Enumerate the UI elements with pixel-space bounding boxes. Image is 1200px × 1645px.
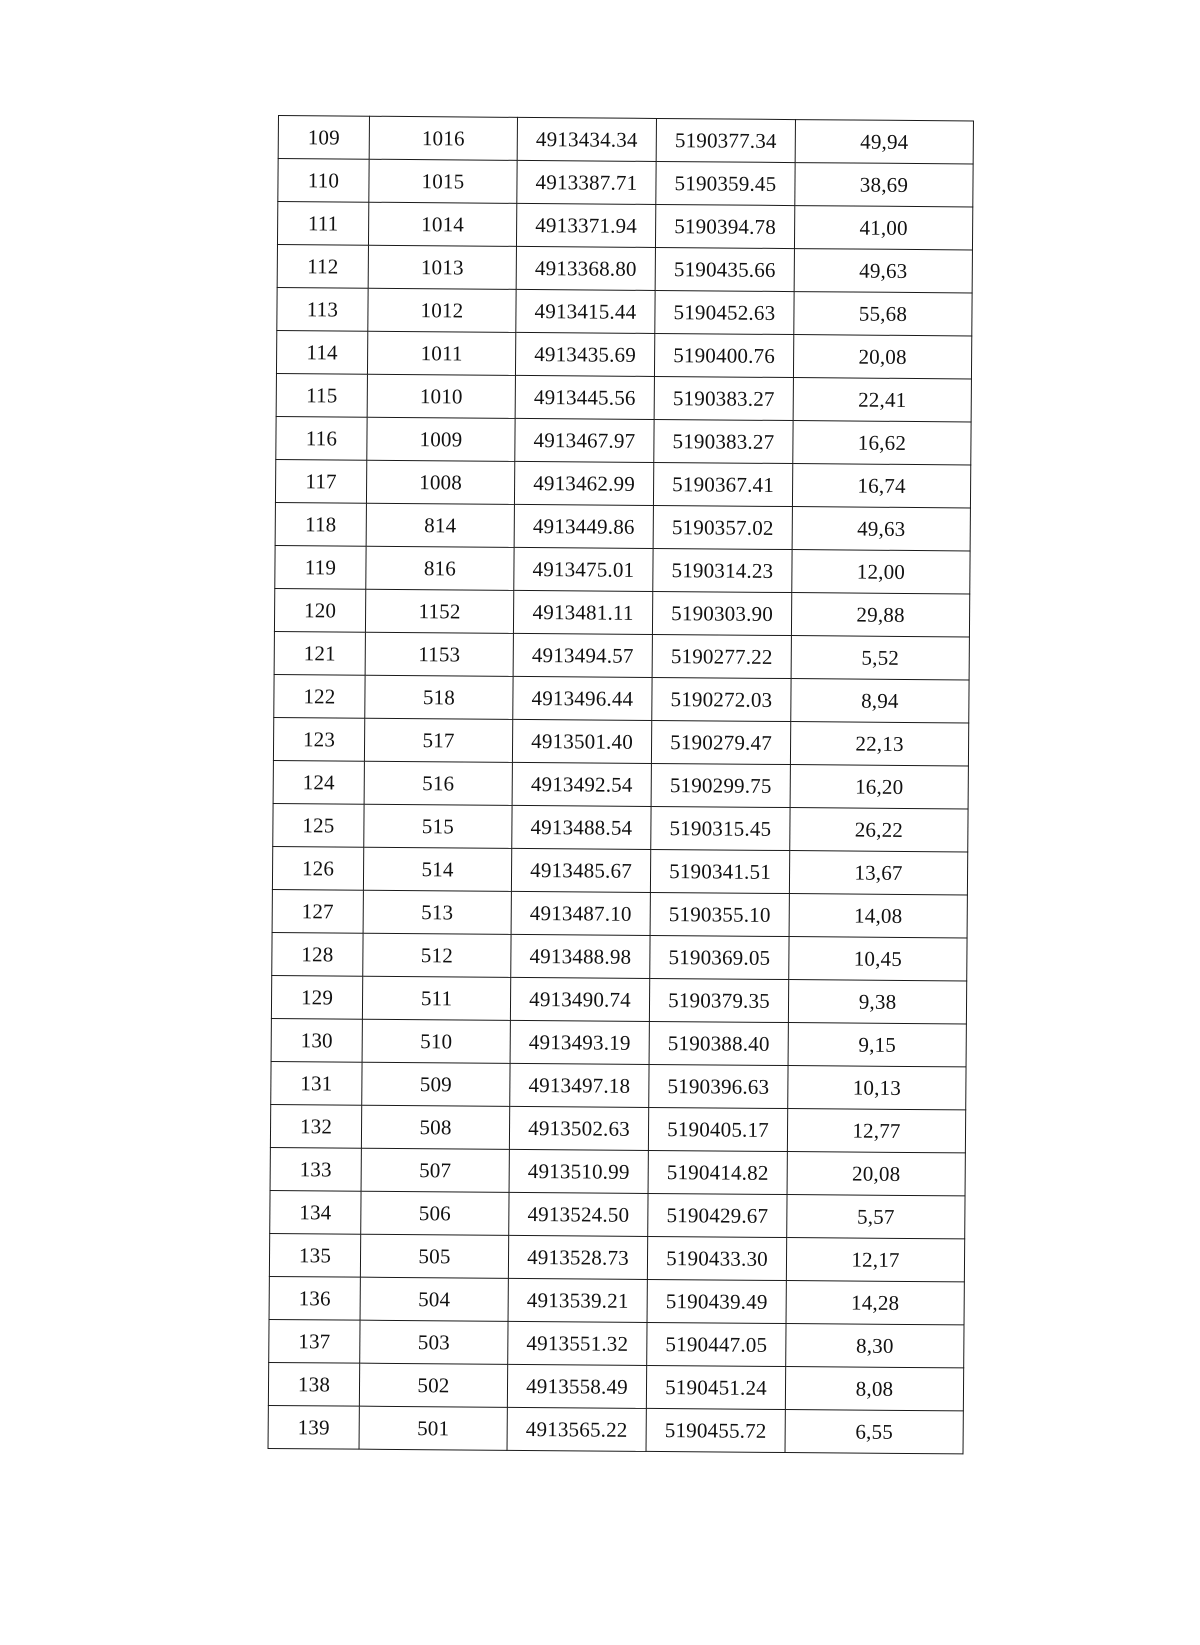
- row-number-cell: 126: [272, 846, 363, 890]
- table-row: [277, 244, 972, 292]
- row-number-cell: 121: [274, 631, 365, 675]
- distance-cell: 41,00: [794, 206, 972, 250]
- row-number-cell: 137: [269, 1319, 360, 1363]
- x-coordinate-cell: 4913485.67: [511, 848, 650, 892]
- table-row: [277, 202, 972, 250]
- row-number-cell: 117: [275, 459, 366, 503]
- x-coordinate-cell: 4913415.44: [516, 289, 655, 333]
- table-row: [269, 1319, 964, 1367]
- x-coordinate-cell: 4913462.99: [514, 461, 653, 505]
- distance-cell: 10,45: [789, 937, 967, 981]
- row-number-cell: 120: [274, 588, 365, 632]
- row-number-cell: 131: [271, 1061, 362, 1105]
- point-id-cell: 1012: [368, 288, 516, 332]
- row-number-cell: 138: [268, 1362, 359, 1406]
- y-coordinate-cell: 5190357.02: [653, 505, 792, 549]
- distance-cell: 5,52: [791, 636, 969, 680]
- table-row: [277, 287, 972, 335]
- table-row: [275, 545, 970, 593]
- table-row: [271, 1061, 966, 1109]
- point-id-cell: 512: [363, 933, 511, 977]
- row-number-cell: 109: [278, 116, 369, 160]
- distance-cell: 49,94: [795, 120, 973, 164]
- y-coordinate-cell: 5190396.63: [649, 1064, 788, 1108]
- y-coordinate-cell: 5190455.72: [646, 1408, 785, 1452]
- point-id-cell: 1011: [367, 331, 515, 375]
- x-coordinate-cell: 4913445.56: [515, 375, 654, 419]
- x-coordinate-cell: 4913493.19: [510, 1020, 649, 1064]
- table-row: [275, 459, 970, 507]
- distance-cell: 8,30: [786, 1324, 964, 1368]
- x-coordinate-cell: 4913502.63: [509, 1106, 648, 1150]
- distance-cell: 16,74: [792, 464, 970, 508]
- point-id-cell: 501: [359, 1406, 507, 1450]
- row-number-cell: 116: [276, 416, 367, 460]
- point-id-cell: 505: [360, 1234, 508, 1278]
- table-row: [276, 330, 971, 378]
- x-coordinate-cell: 4913497.18: [510, 1063, 649, 1107]
- row-number-cell: 113: [277, 287, 368, 331]
- table-row: [268, 1405, 963, 1453]
- y-coordinate-cell: 5190314.23: [653, 548, 792, 592]
- x-coordinate-cell: 4913565.22: [507, 1407, 646, 1451]
- table-row: [274, 588, 969, 636]
- y-coordinate-cell: 5190414.82: [648, 1150, 787, 1194]
- distance-cell: 49,63: [794, 249, 972, 293]
- row-number-cell: 123: [273, 717, 364, 761]
- point-id-cell: 1010: [367, 374, 515, 418]
- y-coordinate-cell: 5190379.35: [649, 978, 788, 1022]
- point-id-cell: 516: [364, 761, 512, 805]
- row-number-cell: 129: [271, 975, 362, 1019]
- row-number-cell: 125: [273, 803, 364, 847]
- x-coordinate-cell: 4913475.01: [514, 547, 653, 591]
- y-coordinate-cell: 5190277.22: [652, 634, 791, 678]
- row-number-cell: 115: [276, 373, 367, 417]
- row-number-cell: 127: [272, 889, 363, 933]
- x-coordinate-cell: 4913524.50: [509, 1192, 648, 1236]
- point-id-cell: 504: [360, 1277, 508, 1321]
- point-id-cell: 1152: [365, 589, 513, 633]
- x-coordinate-cell: 4913501.40: [512, 719, 651, 763]
- distance-cell: 55,68: [794, 292, 972, 336]
- x-coordinate-cell: 4913494.57: [513, 633, 652, 677]
- x-coordinate-cell: 4913488.54: [512, 805, 651, 849]
- distance-cell: 22,41: [793, 378, 971, 422]
- x-coordinate-cell: 4913490.74: [510, 977, 649, 1021]
- distance-cell: 9,15: [788, 1023, 966, 1067]
- point-id-cell: 1009: [367, 417, 515, 461]
- y-coordinate-cell: 5190394.78: [655, 204, 794, 248]
- point-id-cell: 508: [361, 1105, 509, 1149]
- point-id-cell: 816: [366, 546, 514, 590]
- table-row: [270, 1104, 965, 1152]
- distance-cell: 8,94: [791, 679, 969, 723]
- y-coordinate-cell: 5190272.03: [652, 677, 791, 721]
- coordinates-table: [268, 115, 974, 1454]
- distance-cell: 10,13: [788, 1066, 966, 1110]
- point-id-cell: 507: [361, 1148, 509, 1192]
- table-row: [274, 674, 969, 722]
- y-coordinate-cell: 5190367.41: [653, 462, 792, 506]
- distance-cell: 26,22: [790, 808, 968, 852]
- point-id-cell: 515: [364, 804, 512, 848]
- point-id-cell: 518: [365, 675, 513, 719]
- x-coordinate-cell: 4913435.69: [515, 332, 654, 376]
- y-coordinate-cell: 5190315.45: [651, 806, 790, 850]
- point-id-cell: 502: [359, 1363, 507, 1407]
- y-coordinate-cell: 5190383.27: [654, 419, 793, 463]
- x-coordinate-cell: 4913487.10: [511, 891, 650, 935]
- row-number-cell: 111: [277, 202, 368, 246]
- row-number-cell: 128: [272, 932, 363, 976]
- y-coordinate-cell: 5190359.45: [656, 161, 795, 205]
- table-row: [278, 116, 973, 164]
- table-row: [270, 1147, 965, 1195]
- y-coordinate-cell: 5190439.49: [647, 1279, 786, 1323]
- x-coordinate-cell: 4913467.97: [515, 418, 654, 462]
- point-id-cell: 510: [362, 1019, 510, 1063]
- distance-cell: 22,13: [790, 722, 968, 766]
- row-number-cell: 110: [278, 159, 369, 203]
- point-id-cell: 513: [363, 890, 511, 934]
- table-row: [273, 803, 968, 851]
- y-coordinate-cell: 5190400.76: [654, 333, 793, 377]
- table-row: [269, 1276, 964, 1324]
- row-number-cell: 114: [276, 330, 367, 374]
- table-row: [272, 846, 967, 894]
- x-coordinate-cell: 4913492.54: [512, 762, 651, 806]
- table-row: [278, 159, 973, 207]
- distance-cell: 6,55: [785, 1410, 963, 1454]
- x-coordinate-cell: 4913528.73: [508, 1235, 647, 1279]
- distance-cell: 14,08: [789, 894, 967, 938]
- row-number-cell: 122: [274, 674, 365, 718]
- row-number-cell: 135: [269, 1233, 360, 1277]
- table-row: [271, 1018, 966, 1066]
- coordinates-table-body: [268, 116, 973, 1454]
- table-row: [276, 373, 971, 421]
- y-coordinate-cell: 5190451.24: [646, 1365, 785, 1409]
- point-id-cell: 509: [362, 1062, 510, 1106]
- point-id-cell: 511: [362, 976, 510, 1020]
- x-coordinate-cell: 4913481.11: [513, 590, 652, 634]
- y-coordinate-cell: 5190341.51: [650, 849, 789, 893]
- x-coordinate-cell: 4913558.49: [507, 1364, 646, 1408]
- table-row: [275, 502, 970, 550]
- y-coordinate-cell: 5190377.34: [656, 118, 795, 162]
- table-row: [272, 932, 967, 980]
- row-number-cell: 130: [271, 1018, 362, 1062]
- x-coordinate-cell: 4913449.86: [514, 504, 653, 548]
- y-coordinate-cell: 5190299.75: [651, 763, 790, 807]
- y-coordinate-cell: 5190303.90: [652, 591, 791, 635]
- x-coordinate-cell: 4913387.71: [517, 160, 656, 204]
- table-row: [270, 1190, 965, 1238]
- y-coordinate-cell: 5190369.05: [650, 935, 789, 979]
- distance-cell: 20,08: [793, 335, 971, 379]
- x-coordinate-cell: 4913551.32: [508, 1321, 647, 1365]
- y-coordinate-cell: 5190435.66: [655, 247, 794, 291]
- x-coordinate-cell: 4913488.98: [511, 934, 650, 978]
- table-row: [273, 717, 968, 765]
- y-coordinate-cell: 5190433.30: [647, 1236, 786, 1280]
- point-id-cell: 1015: [369, 159, 517, 203]
- point-id-cell: 1008: [366, 460, 514, 504]
- y-coordinate-cell: 5190388.40: [649, 1021, 788, 1065]
- distance-cell: 16,62: [793, 421, 971, 465]
- distance-cell: 14,28: [786, 1281, 964, 1325]
- distance-cell: 8,08: [785, 1367, 963, 1411]
- table-row: [273, 760, 968, 808]
- y-coordinate-cell: 5190355.10: [650, 892, 789, 936]
- distance-cell: 49,63: [792, 507, 970, 551]
- table-row: [271, 975, 966, 1023]
- distance-cell: 12,00: [792, 550, 970, 594]
- x-coordinate-cell: 4913371.94: [516, 203, 655, 247]
- row-number-cell: 118: [275, 502, 366, 546]
- x-coordinate-cell: 4913510.99: [509, 1149, 648, 1193]
- point-id-cell: 814: [366, 503, 514, 547]
- table-row: [276, 416, 971, 464]
- distance-cell: 9,38: [788, 980, 966, 1024]
- x-coordinate-cell: 4913434.34: [517, 117, 656, 161]
- distance-cell: 16,20: [790, 765, 968, 809]
- table-row: [268, 1362, 963, 1410]
- row-number-cell: 132: [270, 1104, 361, 1148]
- x-coordinate-cell: 4913368.80: [516, 246, 655, 290]
- row-number-cell: 133: [270, 1147, 361, 1191]
- y-coordinate-cell: 5190429.67: [648, 1193, 787, 1237]
- point-id-cell: 1153: [365, 632, 513, 676]
- y-coordinate-cell: 5190452.63: [655, 290, 794, 334]
- y-coordinate-cell: 5190279.47: [651, 720, 790, 764]
- distance-cell: 12,77: [787, 1109, 965, 1153]
- row-number-cell: 124: [273, 760, 364, 804]
- distance-cell: 38,69: [795, 163, 973, 207]
- y-coordinate-cell: 5190447.05: [647, 1322, 786, 1366]
- table-row: [272, 889, 967, 937]
- point-id-cell: 514: [363, 847, 511, 891]
- distance-cell: 12,17: [786, 1238, 964, 1282]
- distance-cell: 20,08: [787, 1152, 965, 1196]
- x-coordinate-cell: 4913539.21: [508, 1278, 647, 1322]
- row-number-cell: 136: [269, 1276, 360, 1320]
- row-number-cell: 139: [268, 1405, 359, 1449]
- point-id-cell: 517: [364, 718, 512, 762]
- row-number-cell: 112: [277, 244, 368, 288]
- distance-cell: 13,67: [789, 851, 967, 895]
- point-id-cell: 1016: [369, 116, 517, 160]
- point-id-cell: 1014: [368, 202, 516, 246]
- row-number-cell: 119: [275, 545, 366, 589]
- distance-cell: 5,57: [787, 1195, 965, 1239]
- table-row: [269, 1233, 964, 1281]
- x-coordinate-cell: 4913496.44: [513, 676, 652, 720]
- y-coordinate-cell: 5190405.17: [648, 1107, 787, 1151]
- point-id-cell: 503: [360, 1320, 508, 1364]
- y-coordinate-cell: 5190383.27: [654, 376, 793, 420]
- point-id-cell: 1013: [368, 245, 516, 289]
- distance-cell: 29,88: [791, 593, 969, 637]
- table-row: [274, 631, 969, 679]
- point-id-cell: 506: [361, 1191, 509, 1235]
- row-number-cell: 134: [270, 1190, 361, 1234]
